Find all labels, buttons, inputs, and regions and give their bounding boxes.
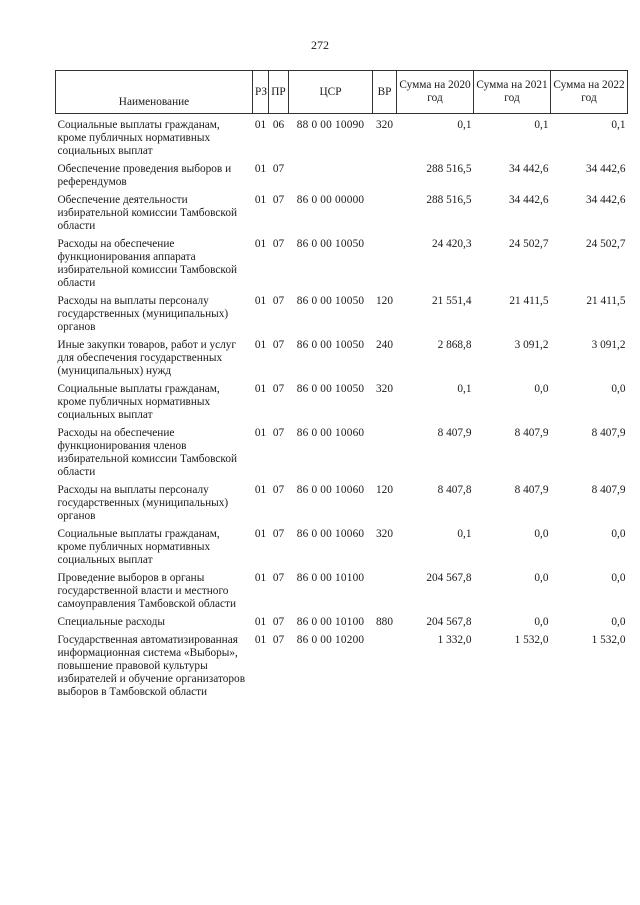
table-header-row	[56, 71, 628, 114]
header-vr: ВР	[373, 71, 397, 114]
cell-sum-2022: 0,0	[611, 616, 626, 628]
table-row	[56, 381, 628, 425]
cell-sum-2020: 8 407,8	[437, 484, 472, 496]
cell-vr: 880	[376, 616, 393, 628]
header-csr: ЦСР	[289, 71, 373, 114]
cell-pr: 07	[272, 634, 285, 646]
cell-name: Социальные выплаты гражданам, кроме публичных нормативных социальных выплат	[57, 119, 220, 157]
table-row	[56, 632, 628, 702]
cell-sum-2020: 204 567,8	[426, 616, 472, 628]
cell-sum-2021: 0,0	[534, 616, 549, 628]
cell-sum-2021: 3 091,2	[514, 339, 549, 351]
cell-pr: 07	[272, 163, 285, 175]
cell-vr: 320	[376, 528, 393, 540]
cell-sum-2020: 288 516,5	[426, 163, 472, 175]
cell-vr: 120	[376, 484, 393, 496]
table-row	[56, 293, 628, 337]
cell-sum-2021: 0,0	[534, 383, 549, 395]
cell-rz: 01	[254, 163, 267, 175]
table-row	[56, 425, 628, 482]
cell-name: Расходы на выплаты персоналу государственных (муниципальных) органов	[57, 484, 229, 522]
cell-name: Обеспечение проведения выборов и референдумов	[57, 163, 232, 188]
cell-rz: 01	[254, 238, 267, 250]
cell-sum-2020: 8 407,9	[437, 427, 472, 439]
cell-pr: 07	[272, 528, 285, 540]
cell-csr: 86 0 00 10050	[296, 238, 365, 250]
cell-pr: 07	[272, 194, 285, 206]
cell-name: Социальные выплаты гражданам, кроме публичных нормативных социальных выплат	[57, 383, 220, 421]
table-row	[56, 482, 628, 526]
cell-rz: 01	[254, 194, 267, 206]
cell-vr	[373, 161, 397, 192]
cell-sum-2021: 8 407,9	[514, 427, 549, 439]
cell-sum-2021: 34 442,6	[508, 194, 549, 206]
cell-rz: 01	[254, 528, 267, 540]
cell-rz: 01	[254, 339, 267, 351]
budget-table	[55, 70, 628, 702]
cell-csr: 86 0 00 10050	[296, 383, 365, 395]
cell-rz: 01	[254, 572, 267, 584]
header-sum-2021: Сумма на 2021 год	[474, 71, 551, 114]
cell-name: Социальные выплаты гражданам, кроме публичных нормативных социальных выплат	[57, 528, 220, 566]
cell-csr: 86 0 00 10100	[296, 616, 365, 628]
cell-rz: 01	[254, 295, 267, 307]
cell-csr: 86 0 00 10060	[296, 528, 365, 540]
page-number: 272	[311, 38, 329, 52]
cell-sum-2020: 204 567,8	[426, 572, 472, 584]
cell-sum-2020: 0,1	[457, 528, 472, 540]
cell-csr: 86 0 00 10050	[296, 339, 365, 351]
cell-pr: 06	[272, 119, 285, 131]
cell-vr	[373, 570, 397, 614]
cell-pr: 07	[272, 572, 285, 584]
cell-sum-2022: 3 091,2	[591, 339, 626, 351]
table-row	[56, 114, 628, 162]
cell-name: Проведение выборов в органы государственной власти и местного самоуправления Тамбовской области	[57, 572, 236, 610]
cell-rz: 01	[254, 383, 267, 395]
cell-name: Иные закупки товаров, работ и услуг для обеспечения государственных (муниципальных) нужд	[57, 339, 237, 377]
cell-csr: 86 0 00 10100	[296, 572, 365, 584]
table-row	[56, 337, 628, 381]
cell-sum-2021: 8 407,9	[514, 484, 549, 496]
cell-csr: 86 0 00 10060	[296, 484, 365, 496]
cell-sum-2022: 21 411,5	[586, 295, 626, 307]
cell-vr: 320	[376, 383, 393, 395]
cell-sum-2022: 34 442,6	[585, 194, 626, 206]
header-rz: РЗ	[253, 71, 269, 114]
cell-sum-2022: 34 442,6	[585, 163, 626, 175]
cell-vr: 240	[376, 339, 393, 351]
header-sum-2022: Сумма на 2022 год	[551, 71, 628, 114]
header-pr: ПР	[269, 71, 289, 114]
cell-sum-2022: 0,0	[611, 528, 626, 540]
cell-sum-2020: 24 420,3	[431, 238, 472, 250]
cell-sum-2022: 8 407,9	[591, 427, 626, 439]
cell-sum-2022: 24 502,7	[585, 238, 626, 250]
cell-pr: 07	[272, 238, 285, 250]
cell-name: Расходы на обеспечение функционирования членов избирательной комиссии Тамбовской области	[57, 427, 238, 478]
cell-name: Обеспечение деятельности избирательной комиссии Тамбовской области	[57, 194, 238, 232]
cell-sum-2020: 0,1	[457, 119, 472, 131]
cell-vr	[373, 192, 397, 236]
header-sum-2020: Сумма на 2020 год	[397, 71, 474, 114]
cell-pr: 07	[272, 295, 285, 307]
cell-sum-2020: 0,1	[457, 383, 472, 395]
cell-csr: 86 0 00 10200	[296, 634, 365, 646]
cell-name: Расходы на обеспечение функционирования аппарата избирательной комиссии Тамбовской области	[57, 238, 238, 289]
cell-csr: 86 0 00 10050	[296, 295, 365, 307]
cell-sum-2022: 0,0	[611, 572, 626, 584]
table-row	[56, 614, 628, 632]
table-row	[56, 161, 628, 192]
cell-vr	[373, 425, 397, 482]
cell-vr	[373, 236, 397, 293]
cell-name: Специальные расходы	[57, 616, 165, 628]
cell-pr: 07	[272, 383, 285, 395]
cell-sum-2020: 21 551,4	[431, 295, 472, 307]
cell-sum-2021: 21 411,5	[509, 295, 549, 307]
cell-sum-2020: 1 332,0	[437, 634, 472, 646]
cell-rz: 01	[254, 427, 267, 439]
cell-sum-2021: 0,1	[534, 119, 549, 131]
cell-sum-2021: 0,0	[534, 528, 549, 540]
cell-name: Государственная автоматизированная информационная система «Выборы», повышение правовой культуры избирателей и обучение организаторов выборов в Тамбовской области	[57, 634, 246, 698]
cell-pr: 07	[272, 427, 285, 439]
cell-sum-2022: 0,1	[611, 119, 626, 131]
cell-csr: 86 0 00 00000	[296, 194, 365, 206]
cell-sum-2020: 2 868,8	[437, 339, 472, 351]
cell-sum-2022: 0,0	[611, 383, 626, 395]
cell-name: Расходы на выплаты персоналу государственных (муниципальных) органов	[57, 295, 229, 333]
cell-sum-2021: 0,0	[534, 572, 549, 584]
cell-pr: 07	[272, 339, 285, 351]
cell-sum-2021: 1 532,0	[514, 634, 549, 646]
cell-csr: 86 0 00 10060	[296, 427, 365, 439]
cell-pr: 07	[272, 616, 285, 628]
cell-vr: 320	[376, 119, 393, 131]
cell-rz: 01	[254, 119, 267, 131]
cell-sum-2021: 34 442,6	[508, 163, 549, 175]
cell-sum-2021: 24 502,7	[508, 238, 549, 250]
header-name: Наименование	[56, 71, 253, 114]
cell-csr: 88 0 00 10090	[296, 119, 365, 131]
cell-rz: 01	[254, 616, 267, 628]
cell-sum-2022: 1 532,0	[591, 634, 626, 646]
table-row	[56, 570, 628, 614]
table-row	[56, 192, 628, 236]
cell-csr	[289, 161, 373, 192]
table-row	[56, 236, 628, 293]
cell-vr	[373, 632, 397, 702]
table-body	[56, 114, 628, 703]
table-row	[56, 526, 628, 570]
cell-sum-2020: 288 516,5	[426, 194, 472, 206]
cell-rz: 01	[254, 634, 267, 646]
cell-rz: 01	[254, 484, 267, 496]
cell-sum-2022: 8 407,9	[591, 484, 626, 496]
cell-vr: 120	[376, 295, 393, 307]
cell-pr: 07	[272, 484, 285, 496]
